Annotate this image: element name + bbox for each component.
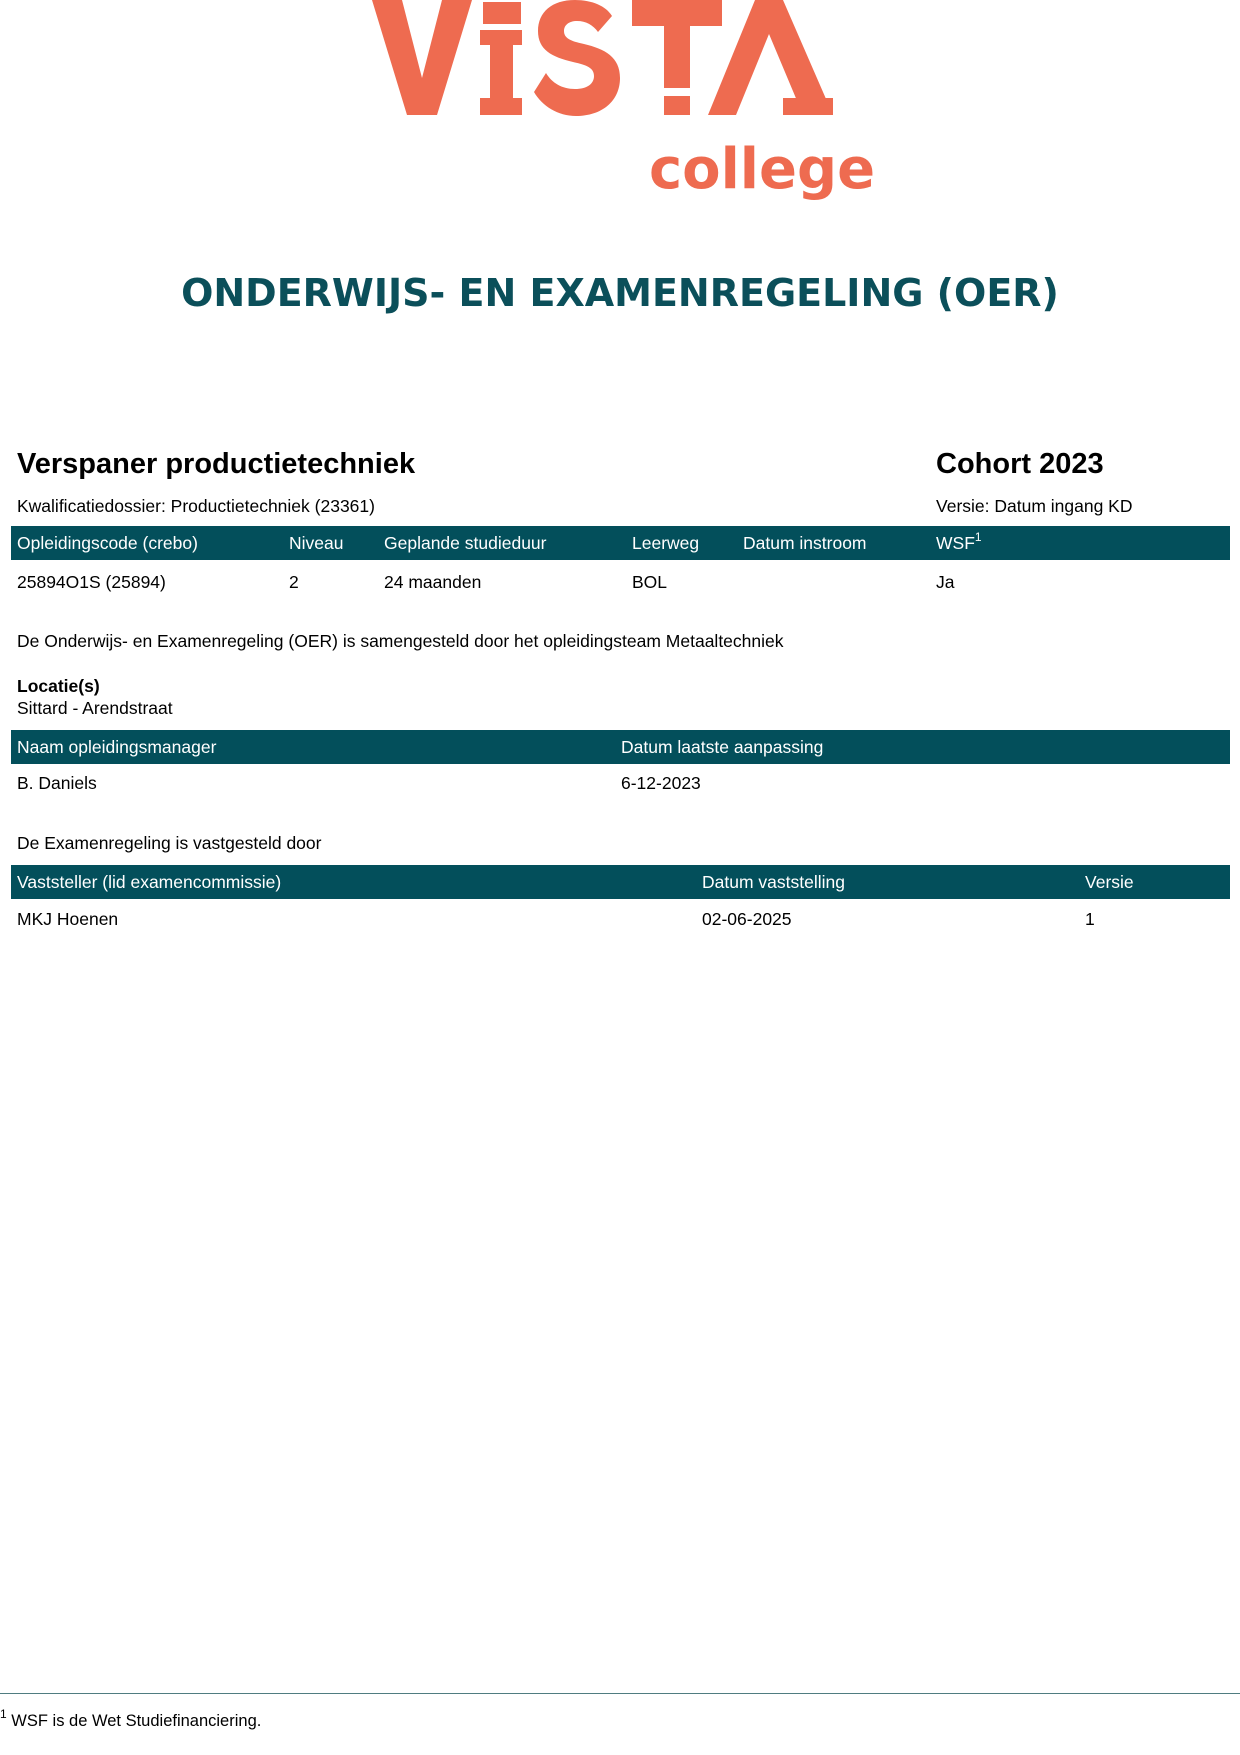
locations-value: Sittard - Arendstraat [17,698,173,718]
footnote-reference: 1 [974,530,982,544]
header-versie: Versie [1085,872,1134,892]
header-niveau: Niveau [289,533,344,553]
version-label: Versie: Datum ingang KD [936,496,1133,516]
cell-studieduur: 24 maanden [384,572,482,592]
header-datum-instroom: Datum instroom [743,533,867,553]
header-opleidingscode: Opleidingscode (crebo) [17,533,198,553]
cell-niveau: 2 [289,572,299,592]
qualification-dossier: Kwalificatiedossier: Productietechniek (23361) [17,496,375,516]
cell-opleidingscode: 25894O1S (25894) [17,572,166,592]
established-by-text: De Examenregeling is vastgesteld door [17,833,322,853]
cell-versie: 1 [1085,909,1095,929]
footnote-divider [0,1693,1240,1694]
cell-vaststeller: MKJ Hoenen [17,909,119,929]
cell-wsf: Ja [936,572,955,592]
cohort-label: Cohort 2023 [936,448,1104,480]
locations-label: Locatie(s) [17,676,100,696]
header-opleidingsmanager: Naam opleidingsmanager [17,737,217,757]
document-title: ONDERWIJS- EN EXAMENREGELING (OER) [181,271,1059,315]
footnote-marker: 1 [0,1707,7,1721]
header-leerweg: Leerweg [632,533,700,553]
header-datum-vaststelling: Datum vaststelling [702,872,845,892]
cell-leerweg: BOL [632,572,668,592]
composed-by-text: De Onderwijs- en Examenregeling (OER) is samengesteld door het opleidingsteam Metaaltechniek [17,631,784,651]
header-wsf: WSF$^1$ [936,530,982,553]
logo-graphic [370,0,874,205]
cell-datum-vaststelling: 02-06-2025 [702,909,792,929]
logo-subtitle: college [648,137,874,202]
program-name: Verspaner productietechniek [17,448,416,480]
cell-last-modified: 6-12-2023 [621,773,701,793]
vista-college-logo [370,0,874,205]
footnote [0,1707,262,1731]
approval-table-header [11,865,1230,899]
header-laatste-aanpassing: Datum laatste aanpassing [621,737,824,757]
header-studieduur: Geplande studieduur [384,533,547,553]
manager-table-header [11,730,1230,764]
footnote-text: WSF is de Wet Studiefinanciering. [11,1712,262,1730]
program-table-header [11,526,1230,560]
cell-manager-name: B. Daniels [17,773,97,793]
header-vaststeller: Vaststeller (lid examencommissie) [17,872,282,892]
